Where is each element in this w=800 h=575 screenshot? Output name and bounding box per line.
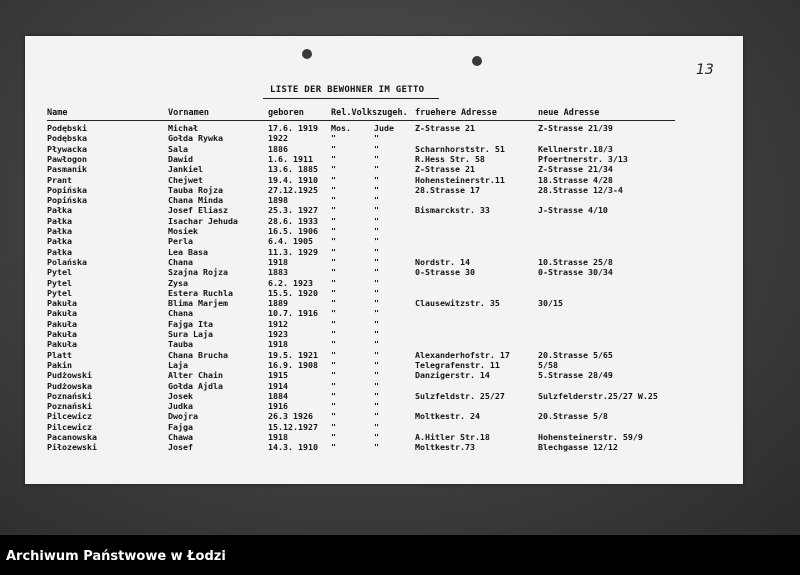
table-row [25,299,743,307]
volkszugehoerigkeit-cell: " [374,339,379,350]
geboren-cell: 1.6. 1911 [268,153,313,164]
religion-cell: " [331,133,336,144]
neue-adresse-cell: 0-Strasse 30/34 [538,267,613,278]
volkszugehoerigkeit-cell: " [374,205,379,216]
name-cell: Pasmanik [47,164,87,175]
fruehere-adresse-cell: Bismarckstr. 33 [415,205,490,216]
fruehere-adresse-cell: Telegrafenstr. 11 [415,359,500,370]
name-cell: Poznański [47,401,92,412]
name-cell: Platt [47,349,72,360]
geboren-cell: 1898 [268,195,288,206]
religion-cell: " [331,308,336,319]
vorname-cell: Chawa [168,432,193,442]
volkszugehoerigkeit-cell: " [374,256,379,267]
archive-name: Archiwum Państwowe w Łodzi [6,549,226,564]
geboren-cell: 6.4. 1905 [268,236,313,247]
name-cell: Piłozewski [47,442,97,453]
name-cell: Prant [47,174,72,185]
geboren-cell: 6.2. 1923 [268,277,313,288]
neue-adresse-cell: 5/58 [538,359,558,370]
volkszugehoerigkeit-cell: " [374,308,379,319]
religion-cell: " [331,442,336,453]
geboren-cell: 1883 [268,267,288,278]
table-row [25,227,743,235]
fruehere-adresse-cell: Danzigerstr. 14 [415,370,490,381]
neue-adresse-cell: Hohensteinerstr. 59/9 [538,432,643,442]
table-row [25,196,743,204]
name-cell: Pilcewicz [47,421,92,432]
name-cell: Pakin [47,359,72,370]
religion-cell: " [331,432,336,442]
name-cell: Pytel [47,267,72,278]
vorname-cell: Chana [168,308,193,319]
vorname-cell: Josek [168,390,193,401]
vorname-cell: Isachar Jehuda [168,215,238,226]
religion-cell: " [331,236,336,247]
religion-cell: " [331,205,336,216]
vorname-cell: Sura Laja [168,329,213,339]
vorname-cell: Chana [168,256,193,267]
volkszugehoerigkeit-cell: " [374,174,379,185]
neue-adresse-cell: 28.Strasse 12/3-4 [538,184,623,195]
religion-cell: " [331,226,336,236]
table-row [25,145,743,153]
archive-footer [0,535,800,575]
vorname-cell: Chana Brucha [168,349,228,360]
geboren-cell: 15.5. 1920 [268,287,318,298]
table-row [25,206,743,214]
volkszugehoerigkeit-cell: " [374,401,379,412]
vorname-cell: Dwojra [168,411,198,422]
fruehere-adresse-cell: R.Hess Str. 58 [415,153,485,164]
geboren-cell: 19.5. 1921 [268,349,318,360]
table-row [25,165,743,173]
fruehere-adresse-cell: Z-Strasse 21 [415,164,475,175]
vorname-cell: Gołda Ajdla [168,380,223,391]
geboren-cell: 1886 [268,143,288,154]
geboren-cell: 1918 [268,256,288,267]
vorname-cell: Blima Marjem [168,298,228,309]
table-row [25,309,743,317]
page-number: 13 [696,62,714,78]
geboren-cell: 28.6. 1933 [268,215,318,226]
name-cell: Pudżowski [47,370,92,381]
table-row [25,279,743,287]
volkszugehoerigkeit-cell: " [374,153,379,164]
table-row [25,320,743,328]
geboren-cell: 1889 [268,298,288,309]
religion-cell: " [331,380,336,391]
geboren-cell: 1915 [268,370,288,381]
vorname-cell: Mosiek [168,226,198,236]
name-cell: Pytel [47,287,72,298]
neue-adresse-cell: Sulzfelderstr.25/27 W.25 [538,390,658,401]
name-cell: Pytel [47,277,72,288]
religion-cell: " [331,359,336,370]
religion-cell: " [331,339,336,350]
fruehere-adresse-cell: A.Hitler Str.18 [415,432,490,442]
religion-cell: " [331,287,336,298]
volkszugehoerigkeit-cell: " [374,195,379,206]
name-cell: Poznański [47,390,92,401]
religion-cell: " [331,267,336,278]
table-row [25,402,743,410]
religion-cell: " [331,164,336,175]
fruehere-adresse-cell: Clausewitzstr. 35 [415,298,500,309]
fruehere-adresse-cell: Alexanderhofstr. 17 [415,349,510,360]
fruehere-adresse-cell: Hohensteinerstr.11 [415,174,505,185]
religion-cell: " [331,318,336,329]
vorname-cell: Michał [168,123,198,133]
table-row [25,433,743,441]
table-row [25,392,743,400]
name-cell: Pacanowska [47,432,97,442]
fruehere-adresse-cell: Scharnhorststr. 51 [415,143,505,154]
religion-cell: " [331,401,336,412]
header-geboren: geboren [268,108,304,118]
religion-cell: " [331,256,336,267]
volkszugehoerigkeit-cell: " [374,246,379,257]
name-cell: Popińska [47,184,87,195]
table-row [25,443,743,451]
fruehere-adresse-cell: Nordstr. 14 [415,256,470,267]
vorname-cell: Tauba Rojza [168,184,223,195]
volkszugehoerigkeit-cell: " [374,267,379,278]
neue-adresse-cell: 30/15 [538,298,563,309]
vorname-cell: Sala [168,143,188,154]
religion-cell: " [331,370,336,381]
geboren-cell: 1922 [268,133,288,144]
table-row [25,186,743,194]
geboren-cell: 16.5. 1906 [268,226,318,236]
vorname-cell: Jankiel [168,164,203,175]
volkszugehoerigkeit-cell: " [374,298,379,309]
punch-hole [472,56,482,66]
neue-adresse-cell: Pfoertnerstr. 3/13 [538,153,628,164]
geboren-cell: 27.12.1925 [268,184,318,195]
fruehere-adresse-cell: Moltkestr.73 [415,442,475,453]
table-row [25,124,743,132]
religion-cell: " [331,174,336,185]
religion-cell: " [331,349,336,360]
geboren-cell: 11.3. 1929 [268,246,318,257]
vorname-cell: Lea Basa [168,246,208,257]
name-cell: Pałka [47,226,72,236]
table-row [25,361,743,369]
name-cell: Pałka [47,205,72,216]
religion-cell: " [331,411,336,422]
table-row [25,248,743,256]
fruehere-adresse-cell: 28.Strasse 17 [415,184,480,195]
name-cell: Polańska [47,256,87,267]
volkszugehoerigkeit-cell: " [374,411,379,422]
title-underline [263,98,439,99]
volkszugehoerigkeit-cell: " [374,432,379,442]
religion-cell: " [331,390,336,401]
geboren-cell: 1916 [268,401,288,412]
table-row [25,371,743,379]
religion-cell: " [331,329,336,339]
religion-cell: " [331,421,336,432]
neue-adresse-cell: Kellnerstr.18/3 [538,143,613,154]
volkszugehoerigkeit-cell: " [374,370,379,381]
volkszugehoerigkeit-cell: " [374,318,379,329]
neue-adresse-cell: 18.Strasse 4/28 [538,174,613,185]
geboren-cell: 14.3. 1910 [268,442,318,453]
name-cell: Pilcewicz [47,411,92,422]
table-row [25,412,743,420]
vorname-cell: Estera Ruchla [168,287,233,298]
name-cell: Popińska [47,195,87,206]
name-cell: Pakuła [47,298,77,309]
volkszugehoerigkeit-cell: " [374,442,379,453]
religion-cell: Mos. [331,123,351,133]
vorname-cell: Zysa [168,277,188,288]
vorname-cell: Chana Minda [168,195,223,206]
geboren-cell: 15.12.1927 [268,421,318,432]
header-rule [47,120,675,121]
table-row [25,340,743,348]
volkszugehoerigkeit-cell: " [374,133,379,144]
header-neue-adresse: neue Adresse [538,108,600,118]
volkszugehoerigkeit-cell: " [374,164,379,175]
volkszugehoerigkeit-cell: " [374,421,379,432]
name-cell: Pakuła [47,318,77,329]
page-title: LISTE DER BEWOHNER IM GETTO [270,85,425,95]
religion-cell: " [331,153,336,164]
geboren-cell: 13.6. 1885 [268,164,318,175]
geboren-cell: 1884 [268,390,288,401]
table-row [25,258,743,266]
geboren-cell: 10.7. 1916 [268,308,318,319]
header-rel-volks: Rel.Volkszugeh. [331,108,408,118]
volkszugehoerigkeit-cell: " [374,359,379,370]
table-row [25,351,743,359]
volkszugehoerigkeit-cell: " [374,184,379,195]
religion-cell: " [331,184,336,195]
volkszugehoerigkeit-cell: " [374,390,379,401]
neue-adresse-cell: Z-Strasse 21/39 [538,123,613,133]
vorname-cell: Chejwet [168,174,203,185]
neue-adresse-cell: Blechgasse 12/12 [538,442,618,453]
table-row [25,155,743,163]
vorname-cell: Josef Eliasz [168,205,228,216]
fruehere-adresse-cell: Sulzfeldstr. 25/27 [415,390,505,401]
neue-adresse-cell: 10.Strasse 25/8 [538,256,613,267]
volkszugehoerigkeit-cell: " [374,349,379,360]
vorname-cell: Josef [168,442,193,453]
neue-adresse-cell: 20.Strasse 5/8 [538,411,608,422]
geboren-cell: 19.4. 1910 [268,174,318,185]
table-row [25,330,743,338]
name-cell: Pałka [47,215,72,226]
geboren-cell: 1918 [268,432,288,442]
name-cell: Pakuła [47,339,77,350]
table-row [25,423,743,431]
name-cell: Pałka [47,246,72,257]
neue-adresse-cell: 5.Strasse 28/49 [538,370,613,381]
geboren-cell: 16.9. 1908 [268,359,318,370]
name-cell: Pływacka [47,143,87,154]
volkszugehoerigkeit-cell: " [374,236,379,247]
geboren-cell: 1912 [268,318,288,329]
religion-cell: " [331,277,336,288]
volkszugehoerigkeit-cell: " [374,380,379,391]
vorname-cell: Judka [168,401,193,412]
name-cell: Pakuła [47,329,77,339]
name-cell: Podębska [47,133,87,144]
volkszugehoerigkeit-cell: " [374,143,379,154]
name-cell: Podębski [47,123,87,133]
vorname-cell: Alter Chain [168,370,223,381]
vorname-cell: Perla [168,236,193,247]
religion-cell: " [331,143,336,154]
volkszugehoerigkeit-cell: " [374,329,379,339]
volkszugehoerigkeit-cell: " [374,226,379,236]
volkszugehoerigkeit-cell: " [374,215,379,226]
volkszugehoerigkeit-cell: " [374,277,379,288]
religion-cell: " [331,298,336,309]
table-row [25,268,743,276]
header-fruehere-adresse: fruehere Adresse [415,108,497,118]
vorname-cell: Dawid [168,153,193,164]
name-cell: Pudżowska [47,380,92,391]
table-row [25,134,743,142]
fruehere-adresse-cell: Z-Strasse 21 [415,123,475,133]
neue-adresse-cell: J-Strasse 4/10 [538,205,608,216]
geboren-cell: 25.3. 1927 [268,205,318,216]
name-cell: Pawłogon [47,153,87,164]
geboren-cell: 1923 [268,329,288,339]
geboren-cell: 17.6. 1919 [268,123,318,133]
neue-adresse-cell: 20.Strasse 5/65 [538,349,613,360]
header-name: Name [47,108,68,118]
document-page [25,36,743,484]
geboren-cell: 26.3 1926 [268,411,313,422]
table-row [25,382,743,390]
table-row [25,237,743,245]
name-cell: Pakuła [47,308,77,319]
header-vorname: Vornamen [168,108,209,118]
volkszugehoerigkeit-cell: Jude [374,123,394,133]
vorname-cell: Laja [168,359,188,370]
vorname-cell: Fajga Ita [168,318,213,329]
fruehere-adresse-cell: Moltkestr. 24 [415,411,480,422]
geboren-cell: 1918 [268,339,288,350]
vorname-cell: Fajga [168,421,193,432]
vorname-cell: Szajna Rojza [168,267,228,278]
fruehere-adresse-cell: 0-Strasse 30 [415,267,475,278]
neue-adresse-cell: Z-Strasse 21/34 [538,164,613,175]
vorname-cell: Gołda Rywka [168,133,223,144]
religion-cell: " [331,246,336,257]
table-row [25,217,743,225]
punch-hole [302,49,312,59]
table-row [25,289,743,297]
table-row [25,176,743,184]
geboren-cell: 1914 [268,380,288,391]
name-cell: Pałka [47,236,72,247]
volkszugehoerigkeit-cell: " [374,287,379,298]
religion-cell: " [331,195,336,206]
vorname-cell: Tauba [168,339,193,350]
religion-cell: " [331,215,336,226]
